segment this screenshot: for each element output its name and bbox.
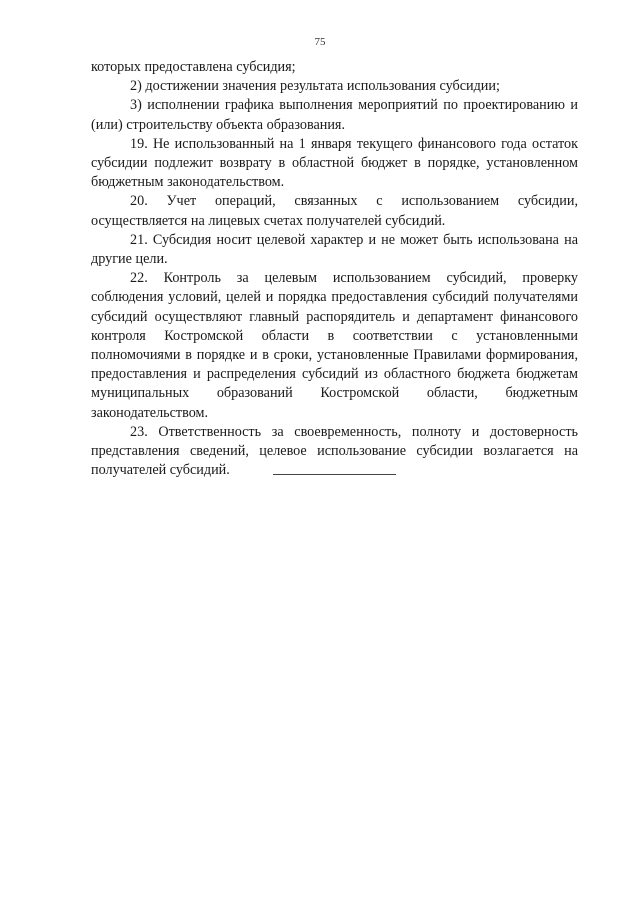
paragraph-item-3: 3) исполнении графика выполнения мероприятий по проектированию и (или) строительству объекта образования. <box>91 97 578 133</box>
end-of-document-rule <box>273 474 396 475</box>
paragraph-22: 22. Контроль за целевым использованием субсидий, проверку соблюдения условий, целей и порядка предоставления субсидий получателями субсидий осуществляют главный распорядитель и департамент финансового контроля Костромской области в соответствии с установленными полномочиями в порядке и в сроки, установленные Правилами формирования, предоставления и распределения субсидий из областного бюджета бюджетам муниципальных образований Костромской области, бюджетным законодательством. <box>91 270 578 421</box>
document-body <box>91 58 578 480</box>
paragraph-continuation: которых предоставлена субсидия; <box>91 59 296 75</box>
page-number: 75 <box>314 36 326 48</box>
paragraph-20: 20. Учет операций, связанных с использованием субсидии, осуществляется на лицевых счетах получателей субсидий. <box>91 193 578 229</box>
paragraph-21: 21. Субсидия носит целевой характер и не может быть использована на другие цели. <box>91 231 578 268</box>
paragraph-19: 19. Не использованный на 1 января текущего финансового года остаток субсидии подлежит возврату в областной бюджет в порядке, установленном бюджетным законодательством. <box>91 135 578 191</box>
paragraph-item-2: 2) достижении значения результата использования субсидии; <box>130 78 500 95</box>
paragraph-23: 23. Ответственность за своевременность, полноту и достоверность представления сведений, целевое использование субсидии возлагается на получателей субсидий. <box>91 423 578 479</box>
